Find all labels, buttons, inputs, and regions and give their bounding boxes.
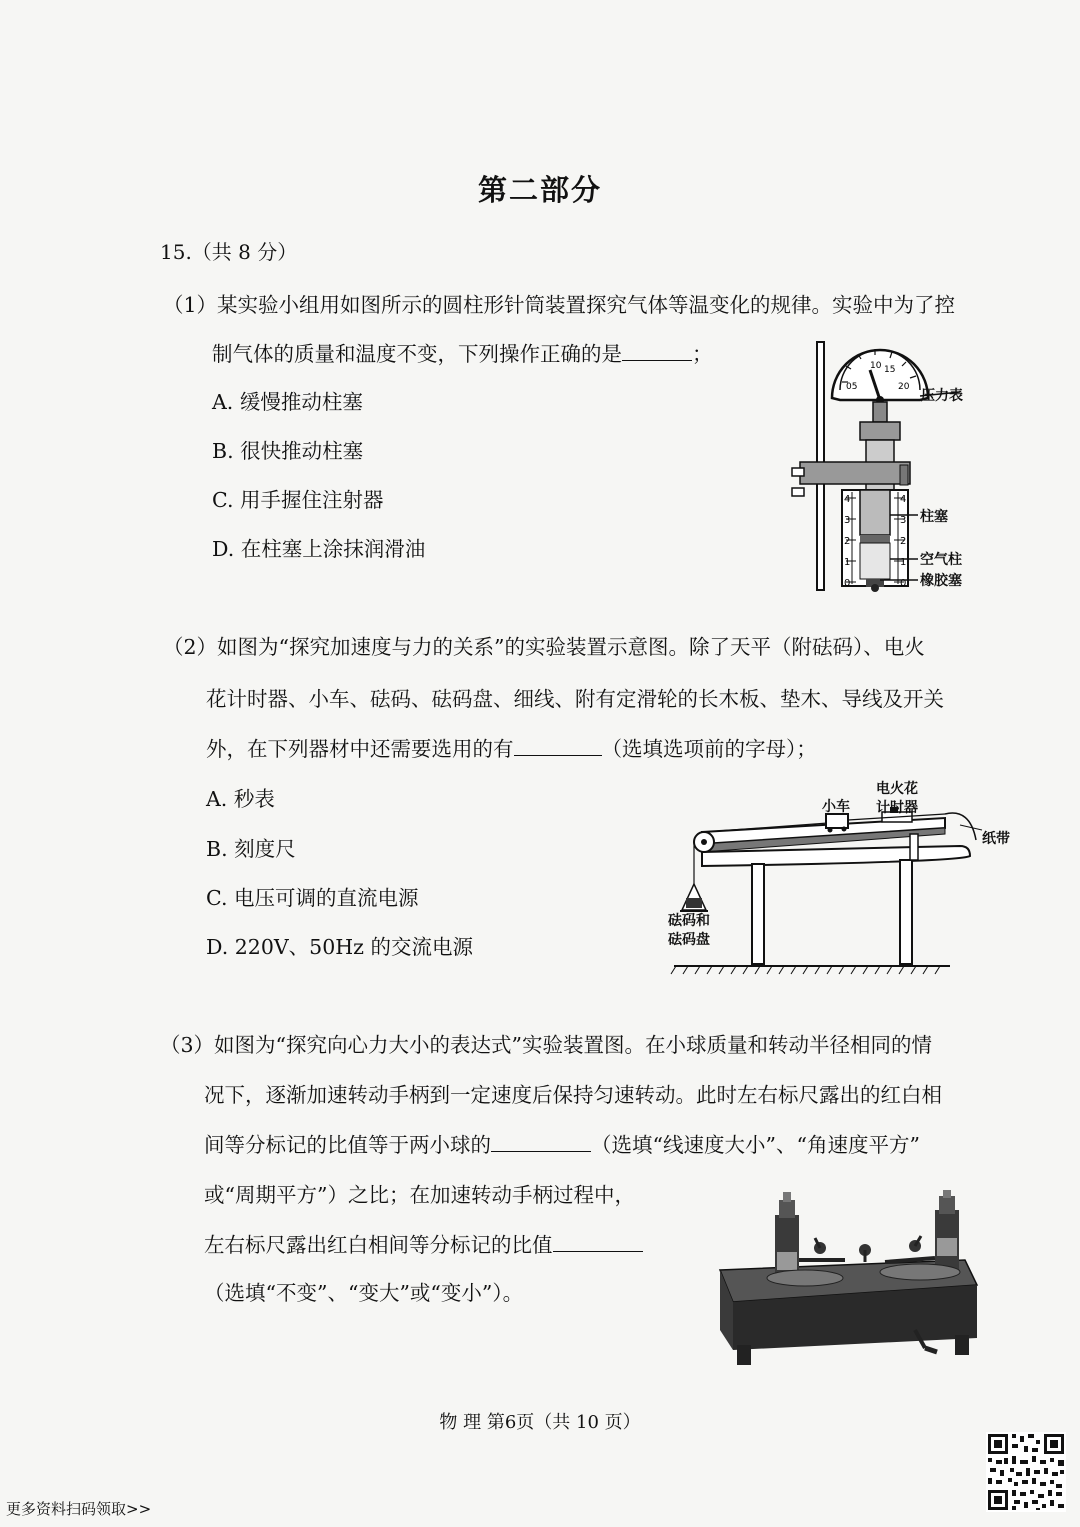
part3-line-3: [204, 1128, 920, 1158]
section-title: 第二部分: [477, 173, 602, 207]
part1-option-c: C. 用手握住注射器: [212, 488, 384, 512]
label-paper-tape: 纸带: [982, 831, 1010, 847]
label-timer-line1: 电火花: [876, 781, 918, 797]
part1-line-2-suffix: ；: [692, 342, 713, 366]
part2-line-3: [206, 732, 817, 762]
part3-answer-blank-2: [553, 1233, 643, 1252]
scale-right-2: 2: [900, 536, 907, 547]
gauge-mark-20: 20: [898, 382, 910, 392]
label-rubber-stopper: 橡胶塞: [920, 573, 962, 589]
gauge-mark-10: 10: [870, 361, 882, 371]
label-weights-line2: 砝码盘: [668, 932, 710, 948]
page-footer: 物 理 第6页（共 10 页）: [439, 1412, 641, 1433]
part1-option-b: B. 很快推动柱塞: [212, 439, 364, 463]
part2-option-d: D. 220V、50Hz 的交流电源: [206, 935, 473, 959]
question-header: 15.（共 8 分）: [160, 240, 298, 264]
part1-option-a: A. 缓慢推动柱塞: [212, 390, 363, 414]
part3-line-5: [204, 1228, 643, 1258]
part3-line-1: （3）如图为“探究向心力大小的表达式”实验装置图。在小球质量和转动半径相同的情: [160, 1033, 933, 1057]
centripetal-apparatus-figure: [715, 1190, 985, 1375]
part1-line-2: [212, 337, 713, 367]
part2-line-3-suffix: （选填选项前的字母）；: [601, 737, 817, 761]
scale-right-1: 1: [900, 557, 907, 568]
part2-option-b: B. 刻度尺: [206, 837, 296, 861]
gauge-mark-15: 15: [884, 365, 896, 375]
scale-left-4: 4: [844, 494, 851, 505]
scale-left-1: 1: [844, 557, 851, 568]
scale-left-3: 3: [844, 515, 851, 526]
part3-line-2: 况下，逐渐加速转动手柄到一定速度后保持匀速转动。此时左右标尺露出的红白相: [204, 1083, 942, 1107]
label-plunger: 柱塞: [920, 509, 948, 525]
label-weights-line1: 砝码和: [668, 913, 710, 929]
part3-line-3-suffix: （选填“线速度大小”、“角速度平方”: [591, 1133, 920, 1157]
label-air-column: 空气柱: [920, 552, 962, 568]
label-cart: 小车: [822, 799, 850, 815]
syringe-apparatus-figure: [780, 330, 1000, 595]
scale-left-2: 2: [844, 536, 851, 547]
part3-line-6: （选填“不变”、“变大”或“变小”）。: [204, 1281, 524, 1305]
part3-answer-blank-1: [491, 1133, 591, 1152]
part3-line-3-text: 间等分标记的比值等于两小球的: [204, 1133, 491, 1157]
gauge-mark-05: 05: [846, 382, 858, 392]
qr-code[interactable]: [986, 1432, 1066, 1512]
part2-answer-blank: [514, 737, 602, 756]
part2-option-a: A. 秒表: [206, 787, 275, 811]
scale-left-0: 0: [844, 578, 851, 589]
part2-option-c: C. 电压可调的直流电源: [206, 886, 419, 910]
part1-line-2-text: 制气体的质量和温度不变，下列操作正确的是: [212, 342, 622, 366]
part1-answer-blank: [622, 342, 692, 361]
label-timer-line2: 计时器: [876, 800, 918, 816]
scale-right-0: 0: [900, 578, 907, 589]
part2-line-1: （2）如图为“探究加速度与力的关系”的实验装置示意图。除了天平（附砝码）、电火: [163, 635, 925, 659]
part1-line-1: （1）某实验小组用如图所示的圆柱形针筒装置探究气体等温变化的规律。实验中为了控: [163, 293, 956, 317]
part2-line-3-text: 外，在下列器材中还需要选用的有: [206, 737, 514, 761]
part3-line-5-text: 左右标尺露出红白相间等分标记的比值: [204, 1233, 553, 1257]
part2-line-2: 花计时器、小车、砝码、砝码盘、细线、附有定滑轮的长木板、垫木、导线及开关: [206, 687, 944, 711]
part3-line-4: 或“周期平方”）之比；在加速转动手柄过程中，: [204, 1183, 635, 1207]
label-pressure-gauge: 压力表: [921, 388, 963, 404]
part1-option-d: D. 在柱塞上涂抹润滑油: [212, 537, 426, 561]
scale-right-4: 4: [900, 494, 907, 505]
promo-text[interactable]: 更多资料扫码领取>>: [6, 1500, 152, 1518]
scale-right-3: 3: [900, 515, 907, 526]
